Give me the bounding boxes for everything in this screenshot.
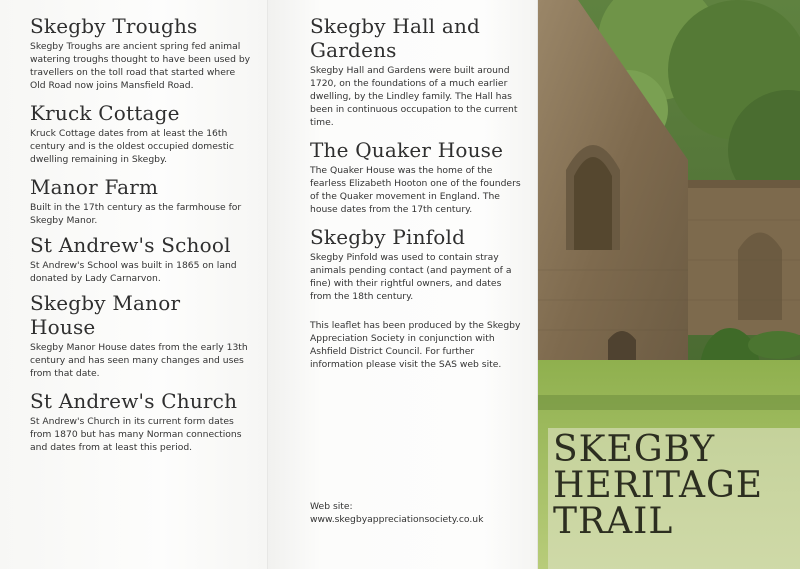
heading-st-andrews-church: St Andrew's Church <box>30 389 238 413</box>
heading-skegby-manor-house: Skegby Manor House <box>30 291 181 339</box>
text-skegby-pinfold: Skegby Pinfold was used to contain stray animals pending contact (and payment of a fine) with their rightful owners, and dates from the 18th century. <box>310 252 512 302</box>
text-skegby-hall: Skegby Hall and Gardens were built around 1720, on the foundations of a much earlier dwelling, by the Lindley family. The Hall has been in continuous occupation to the current time. <box>310 65 518 128</box>
text-kruck-cottage: Kruck Cottage dates from at least the 16th century and is the oldest occupied domestic dwelling remaining in Skegby. <box>30 128 234 165</box>
cover-title-line-1: SKEGBY <box>553 429 716 470</box>
leaflet-note: This leaflet has been produced by the Skegby Appreciation Society in conjunction with Ashfield District Council. For further information please visit the SAS web site. <box>310 320 521 370</box>
text-st-andrews-school: St Andrew's School was built in 1865 on land donated by Lady Carnarvon. <box>30 260 237 284</box>
website-url[interactable]: www.skegbyappreciationsociety.co.uk <box>310 514 484 525</box>
cover-title-line-2: HERITAGE <box>553 465 764 506</box>
heading-kruck-cottage: Kruck Cottage <box>30 101 180 125</box>
text-quaker-house: The Quaker House was the home of the fearless Elizabeth Hooton one of the founders of the Quaker movement in England. The house dates from the 17th century. <box>310 165 521 215</box>
heading-skegby-troughs: Skegby Troughs <box>30 14 198 38</box>
left-panel <box>0 0 268 569</box>
website-label: Web site: <box>310 501 353 512</box>
website-block <box>310 500 530 526</box>
heading-st-andrews-school: St Andrew's School <box>30 233 231 257</box>
text-manor-farm: Built in the 17th century as the farmhouse for Skegby Manor. <box>30 202 242 226</box>
heading-manor-farm: Manor Farm <box>30 175 159 199</box>
heading-skegby-pinfold: Skegby Pinfold <box>310 225 466 249</box>
text-skegby-manor-house: Skegby Manor House dates from the early 13th century and has seen many changes and uses from that date. <box>30 342 248 379</box>
cover-title-line-3: TRAIL <box>553 501 674 542</box>
text-st-andrews-church: St Andrew's Church in its current form dates from 1870 but has many Norman connections and dates from at least this period. <box>30 416 242 453</box>
middle-panel <box>268 0 538 569</box>
heading-skegby-hall: Skegby Hall and Gardens <box>310 14 481 62</box>
heading-quaker-house: The Quaker House <box>310 138 504 162</box>
text-skegby-troughs: Skegby Troughs are ancient spring fed animal watering troughs thought to have been used by travellers on the toll road that started where Old Road now joins Mansfield Road. <box>30 41 251 91</box>
